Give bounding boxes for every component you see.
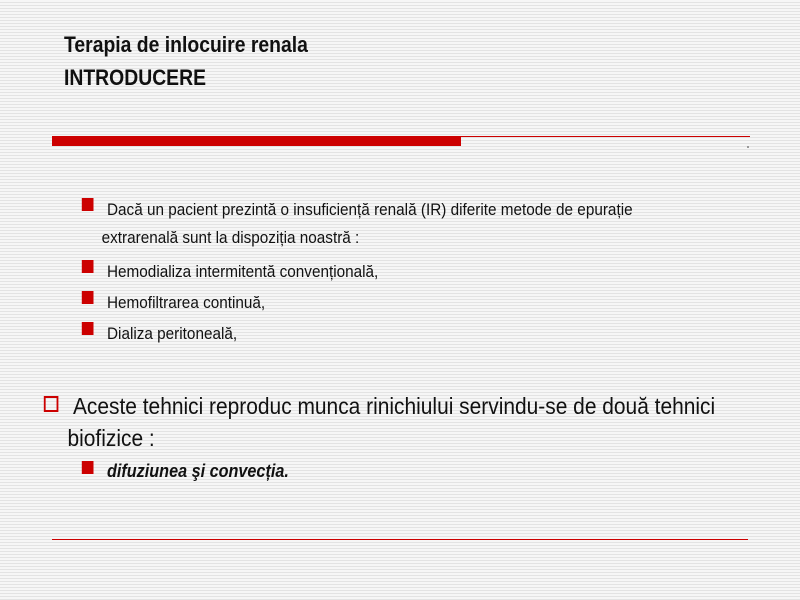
bullet-text-line-1: Dacă un pacient prezintă o insuficiență renală (IR) diferite metode de epurație (107, 200, 633, 219)
main-point (42, 390, 734, 454)
red-square-bullet-icon (82, 260, 94, 273)
bullet-list (80, 196, 770, 252)
main-point-line-2: biofizice : (67, 425, 155, 451)
bullet-item (80, 196, 701, 252)
bullet-text: Dializa peritoneală, (107, 324, 238, 343)
divider-dot (747, 146, 749, 148)
bullet-text: Hemofiltrarea continuă, (107, 293, 266, 312)
slide-title (64, 28, 308, 94)
title-divider (52, 136, 750, 146)
sub-bullet-item (80, 457, 289, 485)
title-divider-thick (52, 136, 461, 146)
bullet-item (80, 289, 265, 317)
red-square-bullet-icon (82, 198, 94, 211)
red-square-bullet-icon (82, 322, 94, 335)
hollow-square-bullet-icon (44, 396, 59, 412)
title-divider-thin (461, 136, 750, 137)
red-square-bullet-icon (82, 461, 94, 474)
sub-bullet-text: difuziunea şi convecția. (107, 461, 289, 481)
title-line-1: Terapia de inlocuire renala (64, 32, 308, 57)
main-point-line-1: Aceste tehnici reproduc munca rinichiului servindu-se de două tehnici (72, 393, 716, 419)
bullet-text: Hemodializa intermitentă convențională, (107, 262, 379, 281)
footer-divider (52, 539, 748, 540)
red-square-bullet-icon (82, 291, 94, 304)
title-line-2: INTRODUCERE (64, 65, 206, 90)
bullet-item (80, 258, 378, 286)
bullet-text-line-2: extrarenală sunt la dispoziția noastră : (101, 228, 360, 247)
bullet-item (80, 320, 237, 348)
